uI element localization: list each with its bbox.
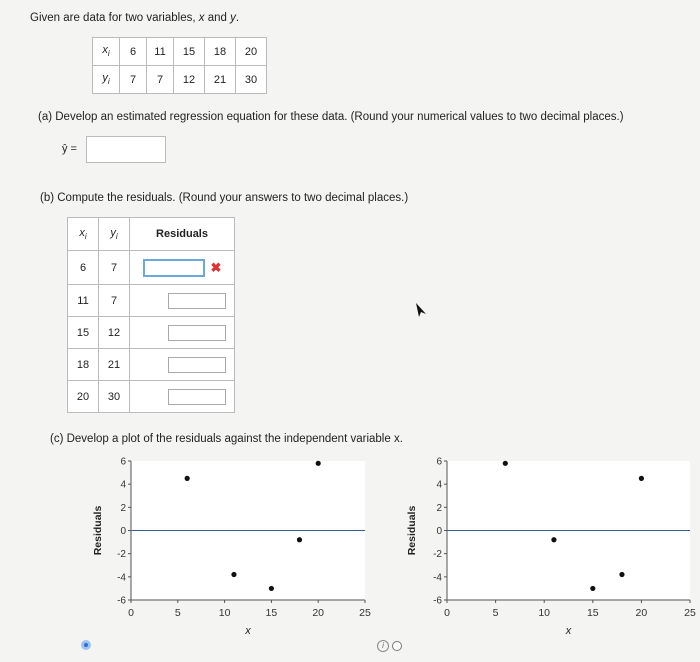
residuals-table: [67, 217, 235, 413]
x-tick-label: 0: [444, 607, 450, 619]
incorrect-icon: ✖: [210, 259, 222, 275]
option-radio-2[interactable]: [392, 641, 402, 651]
y-value: 30: [236, 66, 267, 94]
residual-plot-2[interactable]: [402, 452, 698, 637]
residual-input[interactable]: [143, 259, 205, 277]
x-tick-label: 20: [312, 607, 325, 619]
y-tick-label: 2: [436, 502, 442, 514]
data-point: [590, 586, 595, 591]
table-row: [68, 218, 235, 251]
table-row: [68, 317, 235, 349]
x-tick-label: 25: [359, 607, 371, 619]
residual-input[interactable]: [168, 389, 226, 405]
col-x-header: $x_i$: [68, 218, 99, 251]
residual-plot-1[interactable]: [88, 452, 378, 637]
part-c-prompt: (c) Develop a plot of the residuals against the independent variable x.: [50, 433, 403, 445]
x-tick-label: 5: [492, 607, 499, 619]
table-row: [68, 251, 235, 285]
data-point: [269, 586, 274, 591]
table-row: [68, 349, 235, 381]
row-y: 7: [99, 251, 130, 285]
data-point: [231, 572, 236, 577]
y-tick-label: -2: [433, 549, 442, 561]
row-x: 15: [68, 317, 99, 349]
part-a-prompt: (a) Develop an estimated regression equation for these data. (Round your numerical values to two decimal places.): [38, 111, 624, 123]
row-x: 18: [68, 349, 99, 381]
row-y: 21: [99, 349, 130, 381]
data-table: [92, 37, 267, 94]
y-tick-label: 0: [436, 526, 442, 537]
y-axis-label: Residuals: [406, 505, 418, 556]
y-tick-label: -6: [433, 595, 442, 607]
y-axis-label: Residuals: [92, 505, 104, 556]
table-row: [68, 381, 235, 413]
row-x: 20: [68, 381, 99, 413]
y-tick-label: 4: [120, 479, 126, 491]
y-tick-label: -4: [433, 572, 442, 584]
table-row: [93, 66, 267, 94]
info-circle-icon[interactable]: i: [377, 640, 389, 652]
part-b-prompt: (b) Compute the residuals. (Round your answers to two decimal places.): [40, 192, 409, 204]
data-point: [503, 461, 508, 466]
yhat-label: ŷ =: [62, 143, 77, 155]
data-point: [316, 461, 321, 466]
row-x: 6: [68, 251, 99, 285]
y-tick-label: 6: [120, 456, 126, 468]
x-value: 11: [147, 38, 174, 66]
y-tick-label: 4: [436, 479, 442, 491]
col-residuals-header: Residuals: [130, 218, 235, 251]
y-value: 7: [147, 66, 174, 94]
x-tick-label: 20: [635, 607, 648, 619]
col-y-header: $y_i$: [99, 218, 130, 251]
x-tick-label: 5: [174, 607, 181, 619]
intro-text: Given are data for two variables, x and y.: [30, 12, 240, 24]
regression-equation-input[interactable]: [86, 136, 166, 163]
y-value: 12: [174, 66, 205, 94]
x-value: 20: [236, 38, 267, 66]
row-y: 12: [99, 317, 130, 349]
y-tick-label: 2: [120, 502, 126, 514]
data-point: [551, 537, 556, 542]
table-row: [93, 38, 267, 66]
data-point: [619, 572, 624, 577]
x-axis-label: x: [245, 625, 251, 637]
y-header: $y_i$: [93, 66, 120, 94]
residual-cell: [130, 285, 235, 317]
x-axis-label: x: [565, 625, 572, 637]
x-tick-label: 0: [128, 607, 134, 619]
data-point: [185, 476, 190, 481]
y-tick-label: -4: [117, 572, 126, 584]
table-row: [68, 285, 235, 317]
x-tick-label: 15: [586, 607, 599, 619]
data-point: [297, 537, 302, 542]
residual-cell: [130, 349, 235, 381]
option-radio-1[interactable]: [81, 640, 91, 650]
y-tick-label: 6: [436, 456, 442, 468]
x-value: 15: [174, 38, 205, 66]
residual-input[interactable]: [168, 357, 226, 373]
x-header: $x_i$: [93, 38, 120, 66]
residual-input[interactable]: [168, 293, 226, 309]
row-y: 30: [99, 381, 130, 413]
residual-cell: [130, 251, 235, 285]
y-tick-label: 0: [120, 526, 126, 537]
y-value: 7: [120, 66, 147, 94]
x-tick-label: 10: [538, 607, 551, 619]
mouse-cursor-icon: [410, 303, 428, 321]
x-tick-label: 15: [265, 607, 278, 619]
row-x: 11: [68, 285, 99, 317]
y-value: 21: [205, 66, 236, 94]
residual-cell: [130, 381, 235, 413]
x-value: 6: [120, 38, 147, 66]
data-point: [639, 476, 644, 481]
residual-cell: [130, 317, 235, 349]
row-y: 7: [99, 285, 130, 317]
x-tick-label: 25: [684, 607, 696, 619]
x-value: 18: [205, 38, 236, 66]
y-tick-label: -2: [117, 549, 126, 561]
y-tick-label: -6: [117, 595, 126, 607]
x-tick-label: 10: [218, 607, 231, 619]
residual-input[interactable]: [168, 325, 226, 341]
